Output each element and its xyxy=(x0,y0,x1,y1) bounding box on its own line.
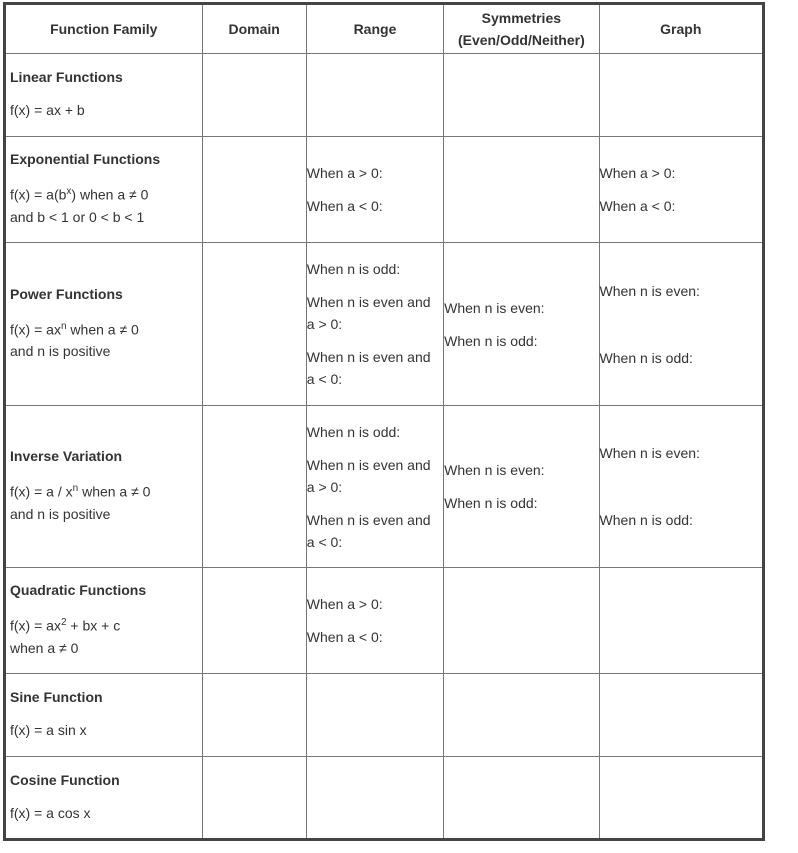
range-cell-cosine[interactable] xyxy=(306,757,443,840)
family-name: Quadratic Functions xyxy=(10,582,147,599)
header-symmetries xyxy=(444,4,599,54)
formula-line-2: when a ≠ 0 xyxy=(10,639,79,656)
header-symmetries-subtitle: (Even/Odd/Neither) xyxy=(457,32,585,48)
graph-cell-exponential[interactable]: When a > 0: When a < 0: xyxy=(599,137,763,243)
formula: f(x) = a cos x xyxy=(10,804,91,821)
symmetries-cell-quadratic[interactable] xyxy=(444,568,599,674)
family-cell-power xyxy=(5,243,203,406)
symmetries-cell-exponential[interactable] xyxy=(444,137,599,243)
graph-cell-sine[interactable] xyxy=(599,674,763,757)
symmetries-cell-cosine[interactable] xyxy=(444,757,599,840)
family-cell-cosine xyxy=(5,757,203,840)
graph-cell-inverse[interactable]: When n is even: When n is odd: xyxy=(599,406,763,568)
formula: f(x) = ax + b xyxy=(10,102,85,118)
range-cell-sine[interactable] xyxy=(306,674,443,757)
formula-line-1: $f(x) = a / x^n$ when a ≠ 0 xyxy=(10,483,151,500)
family-cell-quadratic xyxy=(5,568,203,674)
symmetries-cell-sine[interactable] xyxy=(444,674,599,757)
formula-line-1: $f(x) = a(b^x)$ when a ≠ 0 xyxy=(10,186,149,203)
formula-line-2: and b < 1 or 0 < b < 1 xyxy=(10,208,145,225)
row-linear xyxy=(5,54,764,137)
family-name: Sine Function xyxy=(10,689,103,705)
formula-line-1: $f(x) = ax^2$ + bx + c xyxy=(10,617,121,634)
header-function-family: Function Family xyxy=(5,4,203,54)
row-cosine xyxy=(5,757,764,840)
symmetries-cell-power[interactable]: When n is even: When n is odd: xyxy=(444,243,599,406)
header-graph: Graph xyxy=(599,4,763,54)
family-name: Inverse Variation xyxy=(10,448,123,465)
header-symmetries-title: Symmetries xyxy=(481,10,562,26)
formula-line-2: and n is positive xyxy=(10,343,111,360)
row-quadratic xyxy=(5,568,764,674)
header-range: Range xyxy=(306,4,443,54)
row-power xyxy=(5,243,764,406)
family-name: Exponential Functions xyxy=(10,151,161,168)
domain-cell-linear[interactable] xyxy=(202,54,306,137)
family-cell-linear xyxy=(5,54,203,137)
domain-cell-power[interactable] xyxy=(202,243,306,406)
domain-cell-quadratic[interactable] xyxy=(202,568,306,674)
graph-cell-power[interactable]: When n is even: When n is odd: xyxy=(599,243,763,406)
range-cell-quadratic[interactable]: When a > 0: When a < 0: xyxy=(306,568,443,674)
range-cell-inverse[interactable]: When n is odd: When n is even and a > 0: When n is even and a < 0: xyxy=(306,406,443,568)
row-inverse-variation xyxy=(5,406,764,568)
formula-line-2: and n is positive xyxy=(10,505,111,522)
graph-cell-cosine[interactable] xyxy=(599,757,763,840)
family-cell-exponential xyxy=(5,137,203,243)
graph-cell-linear[interactable] xyxy=(599,54,763,137)
range-cell-exponential[interactable]: When a > 0: When a < 0: xyxy=(306,137,443,243)
formula: f(x) = a sin x xyxy=(10,722,87,738)
range-cell-linear[interactable] xyxy=(306,54,443,137)
graph-cell-quadratic[interactable] xyxy=(599,568,763,674)
header-domain: Domain xyxy=(202,4,306,54)
family-name: Cosine Function xyxy=(10,771,120,788)
family-name: Power Functions xyxy=(10,285,123,302)
domain-cell-sine[interactable] xyxy=(202,674,306,757)
domain-cell-cosine[interactable] xyxy=(202,757,306,840)
function-families-table xyxy=(3,2,765,841)
row-exponential xyxy=(5,137,764,243)
row-sine xyxy=(5,674,764,757)
domain-cell-inverse[interactable] xyxy=(202,406,306,568)
header-row xyxy=(5,4,764,54)
family-cell-inverse xyxy=(5,406,203,568)
symmetries-cell-linear[interactable] xyxy=(444,54,599,137)
family-name: Linear Functions xyxy=(10,69,123,85)
domain-cell-exponential[interactable] xyxy=(202,137,306,243)
symmetries-cell-inverse[interactable]: When n is even: When n is odd: xyxy=(444,406,599,568)
formula-line-1: $f(x) = ax^n$ when a ≠ 0 xyxy=(10,320,139,338)
range-cell-power[interactable]: When n is odd: When n is even and a > 0: When n is even and a < 0: xyxy=(306,243,443,406)
family-cell-sine xyxy=(5,674,203,757)
